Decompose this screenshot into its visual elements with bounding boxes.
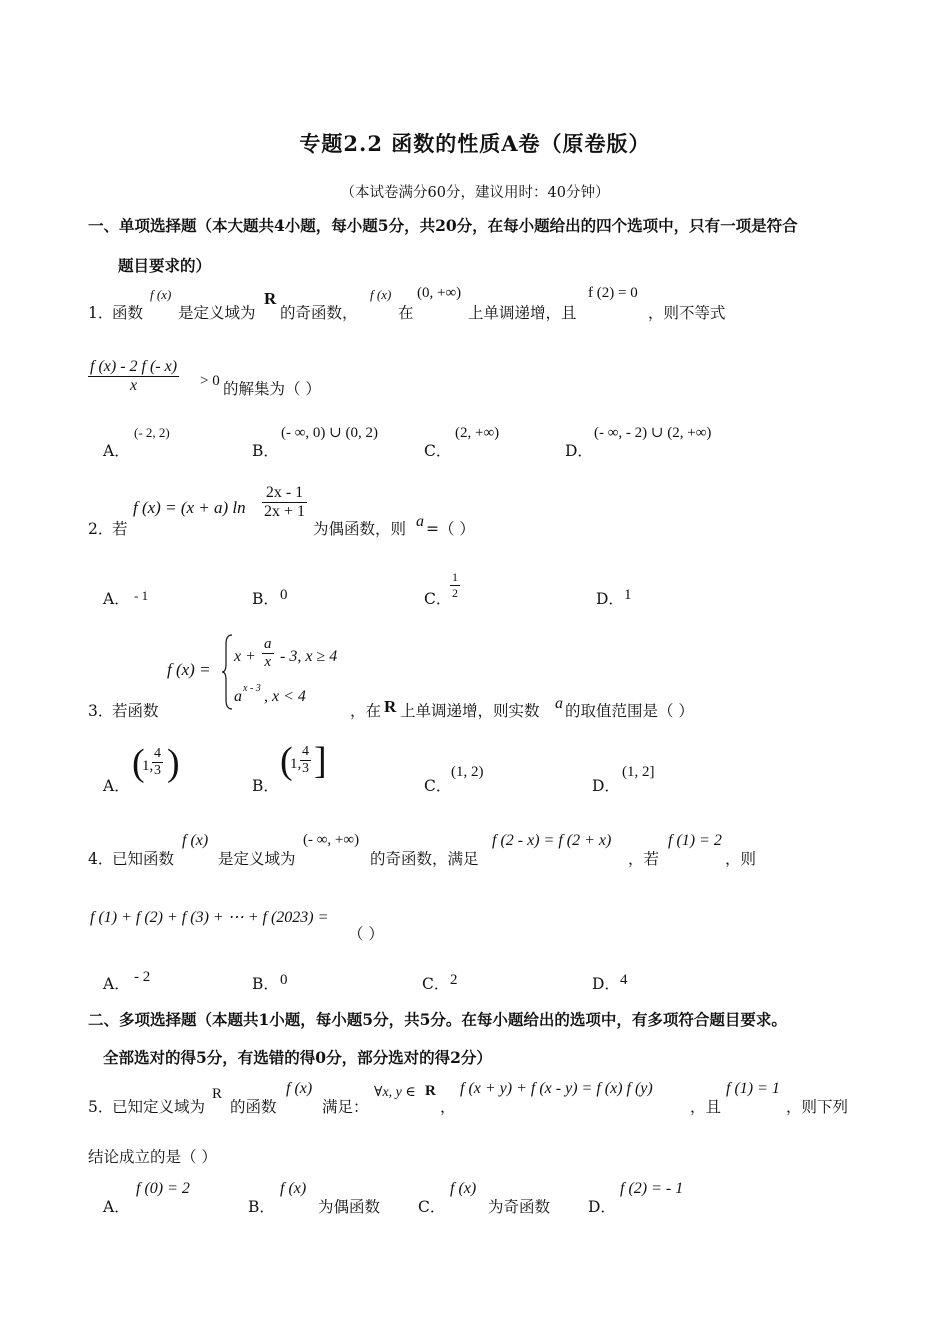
q1-text-7: 的解集为（ ） xyxy=(223,380,321,398)
q1-fx-2: f (x) xyxy=(370,287,392,302)
q1-option-b-label: B． xyxy=(252,442,279,460)
q2-option-c-numerator: 1 xyxy=(452,570,458,584)
q1-option-c-label: C． xyxy=(424,442,452,460)
q3-text-1: 若函数 xyxy=(112,702,159,720)
q4-text-5: ，则 xyxy=(725,850,757,868)
q3-option-c-label: C． xyxy=(424,777,452,795)
q3-case1-denominator: x xyxy=(264,654,272,670)
q3-option-a-open: ( xyxy=(132,742,145,784)
q3-option-b-close: ] xyxy=(314,740,327,782)
q5-option-d-label: D． xyxy=(588,1198,616,1216)
q1-inequality-relation: > 0 xyxy=(200,373,220,389)
q4-text-2: 是定义域为 xyxy=(218,850,296,868)
q3-option-a-fraction xyxy=(152,746,163,779)
q4-number: 4． xyxy=(88,850,114,868)
q3-var-a: a xyxy=(555,695,563,712)
q5-option-b-value: f (x) xyxy=(280,1180,307,1197)
q3-text-2: ，在 xyxy=(350,702,382,720)
q2-option-d-value: 1 xyxy=(624,587,632,603)
q1-option-b-value: (- ∞, 0) ∪ (0, 2) xyxy=(281,425,378,441)
q3-number: 3． xyxy=(88,702,114,720)
q4-text-3: 的奇函数，满足 xyxy=(370,850,479,868)
q2-text-3: =（ ） xyxy=(426,520,475,538)
q1-interval: (0, +∞) xyxy=(417,285,462,301)
q1-option-a-label: A． xyxy=(103,442,130,460)
q5-text-7: 结论成立的是（ ） xyxy=(88,1148,217,1166)
q4-condition-2: f (1) = 2 xyxy=(668,832,722,849)
q1-inequality-denominator: x xyxy=(129,377,138,394)
q5-equation: f (x + y) + f (x - y) = f (x) f (y) xyxy=(460,1080,653,1097)
q2-text-2: 为偶函数，则 xyxy=(313,520,407,538)
q2-number: 2． xyxy=(88,520,114,538)
q4-sum: f (1) + f (2) + f (3) + ⋯ + f (2023) = xyxy=(90,909,329,926)
q5-option-b-label: B． xyxy=(248,1198,275,1216)
q2-option-c-denominator: 2 xyxy=(452,586,458,600)
q5-option-d-value: f (2) = - 1 xyxy=(620,1180,684,1197)
q2-option-a-label: A． xyxy=(103,590,130,608)
q1-inequality xyxy=(88,358,179,395)
q3-case2-b: , x < 4 xyxy=(264,688,306,705)
q1-text-1: 函数 xyxy=(112,304,144,322)
q1-option-d-value: (- ∞, - 2) ∪ (2, +∞) xyxy=(594,425,712,441)
q4-option-c-label: C． xyxy=(422,975,450,993)
q1-text-5: 上单调递增，且 xyxy=(468,304,577,322)
q2-option-b-label: B． xyxy=(252,590,279,608)
q2-text-1: 若 xyxy=(112,520,128,538)
q1-fx: f (x) xyxy=(150,287,172,302)
q3-case1-fraction xyxy=(262,636,274,671)
q3-option-b-lower: 1, xyxy=(290,756,302,772)
q1-number: 1． xyxy=(88,304,114,322)
q1-option-d-label: D． xyxy=(565,442,593,460)
q3-option-a-close: ) xyxy=(167,742,180,784)
q2-option-c-value xyxy=(450,570,460,601)
q5-option-a-value: f (0) = 2 xyxy=(136,1180,190,1197)
q3-option-d-value: (1, 2] xyxy=(622,764,655,780)
q3-brace xyxy=(222,634,234,710)
q4-option-a-value: - 2 xyxy=(134,969,151,985)
q4-condition: f (2 - x) = f (2 + x) xyxy=(492,832,612,849)
page-subtitle: （本试卷满分60分，建议用时：40分钟） xyxy=(340,185,610,201)
q1-option-a-value: (- 2, 2) xyxy=(134,425,170,440)
q4-option-c-value: 2 xyxy=(450,972,458,988)
q4-domain: (- ∞, +∞) xyxy=(303,832,360,848)
q5-number: 5． xyxy=(88,1098,114,1116)
q3-option-d-label: D． xyxy=(592,777,620,795)
q3-option-b-numerator: 4 xyxy=(302,744,309,759)
q5-option-c-value: f (x) xyxy=(450,1180,477,1197)
q1-text-6: ，则不等式 xyxy=(648,304,726,322)
q5-text-3: 满足： xyxy=(322,1098,369,1116)
q3-text-4: 的取值范围是（ ） xyxy=(565,702,694,720)
page-title: 专题2.2 函数的性质A卷（原卷版） xyxy=(299,131,651,156)
q4-option-d-label: D． xyxy=(592,975,620,993)
q3-option-a-denominator: 3 xyxy=(154,763,161,778)
q5-option-b-suffix: 为偶函数 xyxy=(318,1198,381,1216)
q4-option-d-value: 4 xyxy=(620,972,628,988)
q4-text-4: ，若 xyxy=(628,850,660,868)
q3-option-b-open: ( xyxy=(280,740,293,782)
q2-lhs: f (x) = (x + a) ln xyxy=(133,498,246,517)
q1-condition: f (2) = 0 xyxy=(588,285,638,301)
q5-text-6: ，则下列 xyxy=(786,1098,849,1116)
q3-option-c-value: (1, 2) xyxy=(451,764,484,780)
q3-case1-numerator: a xyxy=(264,636,272,652)
q2-var-a: a xyxy=(416,513,424,530)
q5-text-2: 的函数 xyxy=(230,1098,277,1116)
q5-option-a-label: A． xyxy=(103,1198,130,1216)
q1-option-c-value: (2, +∞) xyxy=(455,425,500,441)
q3-case1-b: - 3, x ≥ 4 xyxy=(280,648,338,665)
section2-heading-line2: 全部选对的得5分，有选错的得0分，部分选对的得2分） xyxy=(103,1048,492,1067)
q5-option-c-suffix: 为奇函数 xyxy=(488,1198,551,1216)
q3-text-3: 上单调递增，则实数 xyxy=(400,702,540,720)
q1-text-2: 是定义域为 xyxy=(178,304,256,322)
q4-text-1: 已知函数 xyxy=(112,850,175,868)
q3-option-b-label: B． xyxy=(252,777,279,795)
q2-fraction-numerator: 2x - 1 xyxy=(262,484,307,503)
q1-R: R xyxy=(264,289,277,308)
q2-option-b-value: 0 xyxy=(280,587,288,603)
q1-text-4: 在 xyxy=(398,304,414,322)
q5-text-5: ，且 xyxy=(690,1098,722,1116)
q5-option-c-label: C． xyxy=(418,1198,446,1216)
q5-fx: f (x) xyxy=(286,1080,313,1097)
q3-case2-base: a xyxy=(234,688,242,705)
q3-option-a-numerator: 4 xyxy=(154,746,161,761)
q1-text-3: 的奇函数， xyxy=(280,304,358,322)
q4-option-b-value: 0 xyxy=(280,972,288,988)
q3-option-b-fraction xyxy=(300,744,311,777)
q3-R: R xyxy=(384,697,397,716)
q3-case1-a: x + xyxy=(234,648,256,665)
q2-option-a-value: - 1 xyxy=(134,588,149,603)
q3-lhs: f (x) = xyxy=(167,660,211,679)
q5-R-2: R xyxy=(425,1083,436,1099)
q5-forall: ∀x, y ∈ xyxy=(374,1085,416,1100)
q2-option-d-label: D． xyxy=(596,590,624,608)
q2-fraction-denominator: 2x + 1 xyxy=(264,503,306,520)
section2-heading-line1: 二、多项选择题（本题共1小题，每小题5分，共5分。在每小题给出的选项中，有多项符合题目要求。 xyxy=(88,1010,787,1029)
q3-option-a-lower: 1, xyxy=(142,758,154,774)
q3-option-b-denominator: 3 xyxy=(302,761,309,776)
q4-text-6: （ ） xyxy=(348,925,384,943)
q2-option-c-label: C． xyxy=(424,590,452,608)
q3-option-a-label: A． xyxy=(103,777,130,795)
q3-case2-exponent: x - 3 xyxy=(243,683,261,694)
q5-text-4: ， xyxy=(440,1098,456,1116)
q1-inequality-numerator: f (x) - 2 f (- x) xyxy=(90,358,178,375)
q5-condition: f (1) = 1 xyxy=(726,1080,780,1097)
q5-text-1: 已知定义域为 xyxy=(112,1098,206,1116)
q4-option-b-label: B． xyxy=(252,975,279,993)
q5-R: R xyxy=(212,1086,223,1102)
section1-heading-line2: 题目要求的） xyxy=(118,256,212,275)
section1-heading-line1: 一、单项选择题（本大题共4小题，每小题5分，共20分，在每小题给出的四个选项中，只有一项是符合 xyxy=(88,216,798,235)
q4-fx: f (x) xyxy=(182,832,209,849)
q4-option-a-label: A． xyxy=(103,975,130,993)
q1-inequality-fraction xyxy=(88,358,179,395)
q2-fraction xyxy=(262,484,307,521)
